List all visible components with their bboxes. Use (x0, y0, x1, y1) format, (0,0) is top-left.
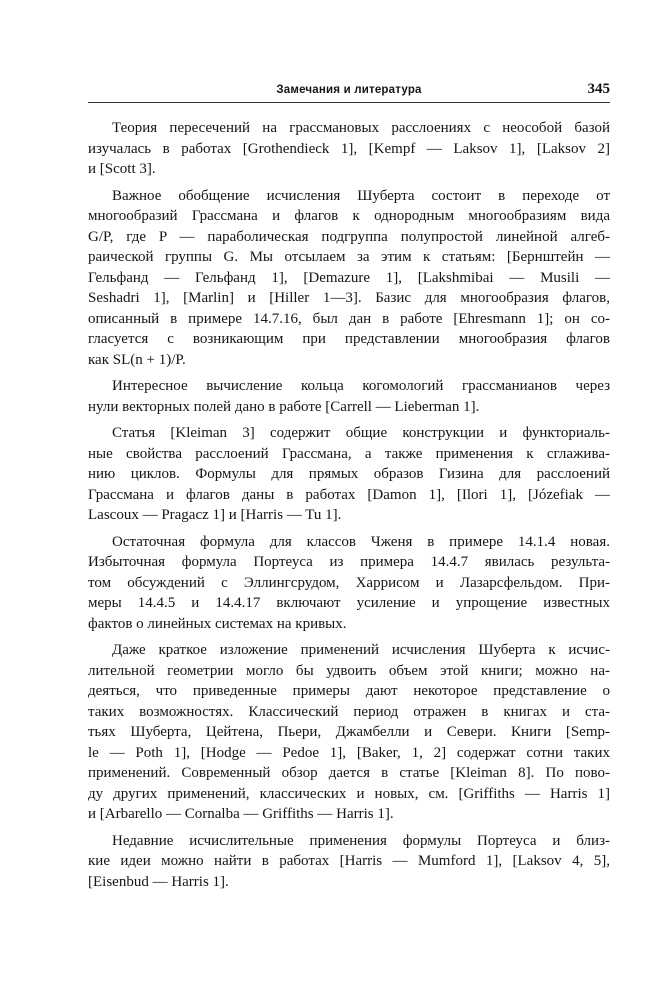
text-line: кие идеи можно найти в работах [Harris — Mumford 1], [Laksov 4, 5], (88, 853, 610, 869)
text-line: Теория пересечений на грассмановых расслоениях с неособой базой (112, 120, 610, 136)
text-line: меры 14.4.5 и 14.4.17 включают усиление и упрощение известных (88, 595, 610, 611)
paragraph (88, 640, 610, 825)
body-text (88, 118, 610, 898)
text-line: гласуется с возникающим при представлении многообразия флагов (88, 331, 610, 347)
text-line: деяться, что приведенные примеры дают некоторое представление о (88, 683, 610, 699)
text-line: Важное обобщение исчисления Шуберта состоит в переходе от (112, 187, 610, 204)
text-line: и [Scott 3]. (88, 161, 156, 177)
text-line: Недавние исчислительные применения формулы Портеуса и близ- (112, 832, 610, 849)
text-line: многообразий Грассмана и флагов к однородным многообразиям вида (88, 208, 610, 224)
paragraph (88, 831, 610, 893)
running-header (88, 80, 610, 103)
text-line: как SL(n + 1)/P. (88, 351, 186, 368)
text-line: раической группы G. Мы отсылаем за этим к статьям: [Бернштейн — (88, 249, 610, 265)
text-line: фактов о линейных системах на кривых. (88, 615, 347, 632)
text-line: Грассмана и флагов даны в работах [Damon 1], [Ilori 1], [Józefiak — (88, 486, 610, 503)
paragraph (88, 186, 610, 371)
text-line: Остаточная формула для классов Чженя в примере 14.1.4 новая. (112, 533, 610, 550)
text-line: и [Arbarello — Cornalba — Griffiths — Harris 1]. (88, 806, 394, 822)
paragraph (88, 423, 610, 526)
running-title: Замечания и литература (276, 84, 422, 96)
text-line: le — Poth 1], [Hodge — Pedoe 1], [Baker, 1, 2] содержат сотни таких (88, 744, 610, 761)
text-line: Статья [Kleiman 3] содержит общие конструкции и функториаль- (112, 425, 610, 441)
paragraph (88, 376, 610, 417)
text-line: ду других применений, классических и новых, см. [Griffiths — Harris 1] (88, 785, 610, 802)
text-line: изучалась в работах [Grothendieck 1], [Kempf — Laksov 1], [Laksov 2] (88, 140, 610, 157)
text-line: [Eisenbud — Harris 1]. (88, 873, 229, 890)
page-number: 345 (587, 81, 610, 97)
text-line: Seshadri 1], [Marlin] и [Hiller 1—3]. Базис для многообразия флагов, (88, 290, 610, 306)
text-line: G/P, где P — параболическая подгруппа полупростой линейной алгеб- (88, 228, 610, 245)
paragraph (88, 532, 610, 635)
text-line: описанный в примере 14.7.16, был дан в работе [Ehresmann 1]; он со- (88, 310, 610, 327)
text-line: Интересное вычисление кольца когомологий грассманианов через (112, 378, 610, 394)
text-line: нию циклов. Формулы для прямых образов Гизина для расслоений (88, 466, 610, 482)
text-line: Lascoux — Pragacz 1] и [Harris — Tu 1]. (88, 507, 342, 523)
text-line: нули векторных полей дано в работе [Carrell — Lieberman 1]. (88, 398, 480, 415)
paragraph (88, 118, 610, 180)
text-line: том обсуждений с Эллингсрудом, Харрисом и Лазарсфельдом. При- (88, 574, 610, 591)
text-line: ные свойства расслоений Грассмана, а также применения к сглажива- (88, 445, 610, 462)
text-line: таких возможностях. Классический период отражен в книгах и ста- (88, 703, 610, 720)
text-line: тьях Шуберта, Цейтена, Пьери, Джамбелли и Севери. Книги [Semp- (88, 724, 610, 740)
text-line: Даже краткое изложение применений исчисления Шуберта к исчис- (112, 642, 610, 658)
text-line: Гельфанд — Гельфанд 1], [Demazure 1], [Lakshmibai — Musili — (88, 269, 610, 286)
text-line: применений. Современный обзор дается в статье [Kleiman 8]. По пово- (88, 765, 610, 781)
text-line: лительной геометрии могло бы удвоить объем этой книги; можно на- (88, 662, 610, 679)
text-line: Избыточная формула Портеуса из примера 14.4.7 явилась результа- (88, 554, 610, 570)
